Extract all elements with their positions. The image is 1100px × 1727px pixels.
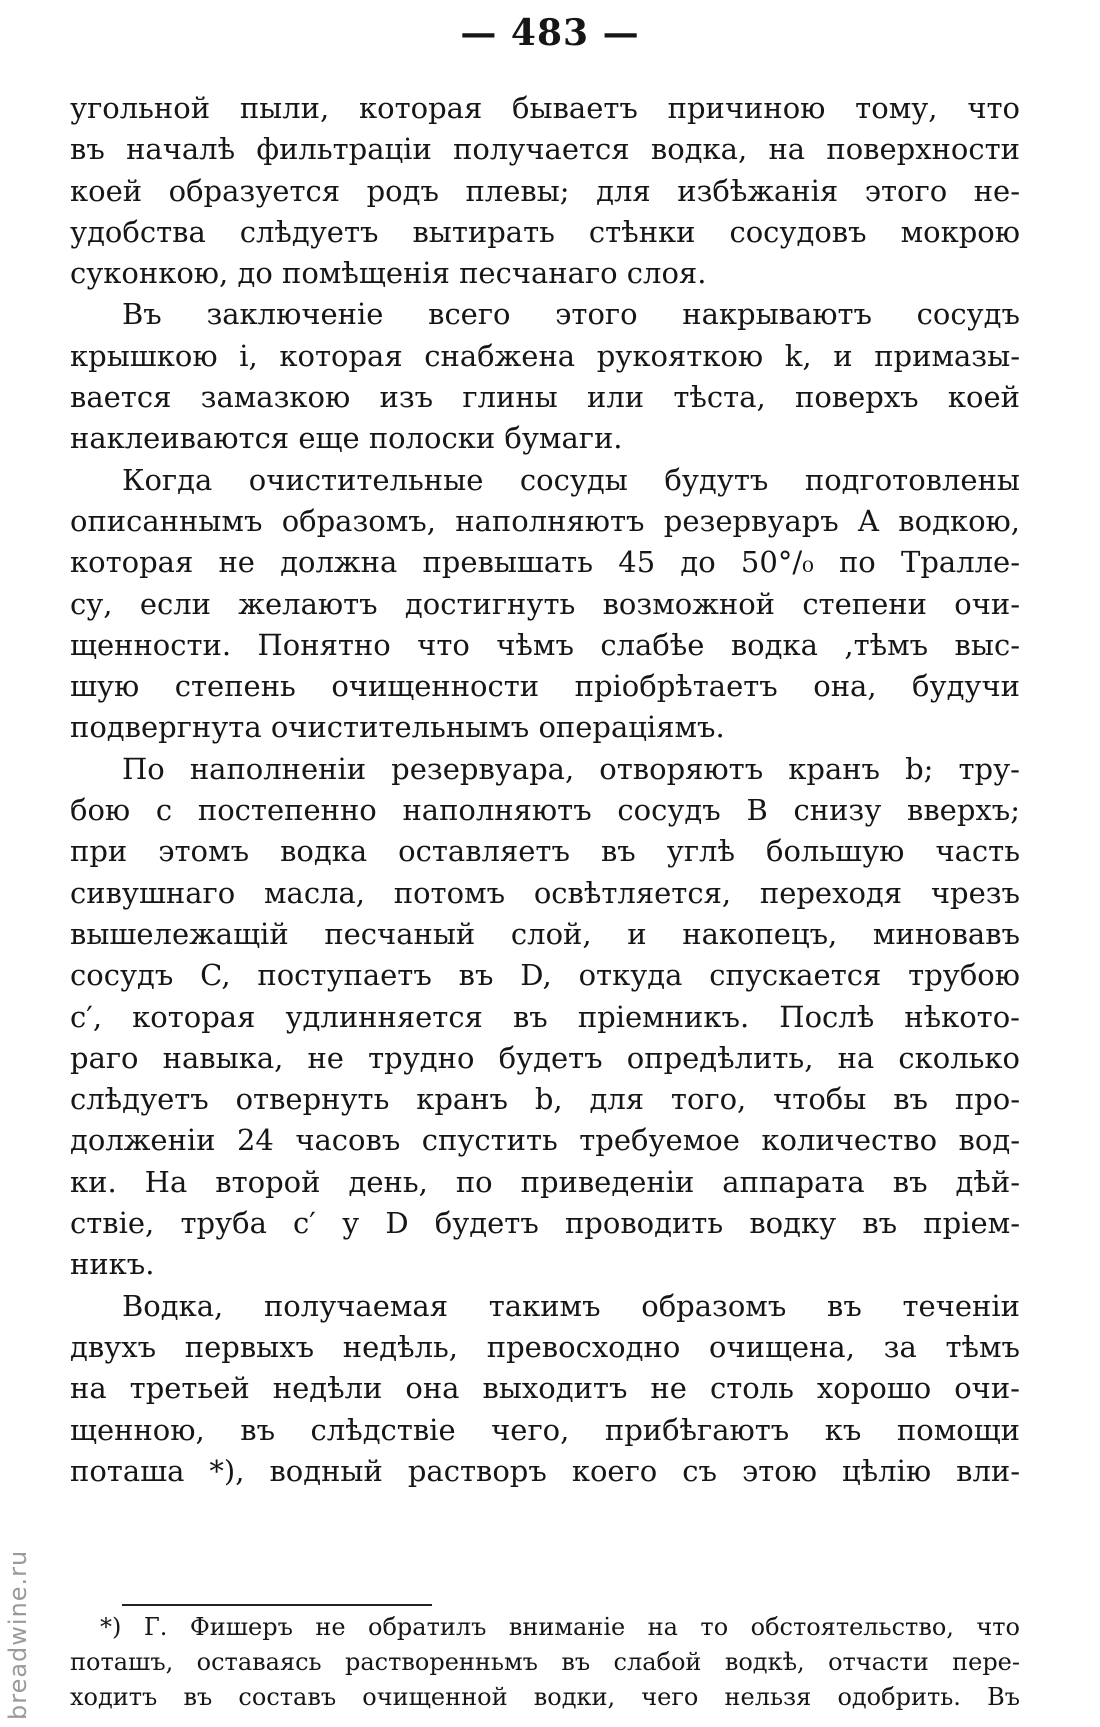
text-line: коей образуется родъ плевы; для избѣжанія этого не-: [70, 173, 1020, 208]
text-line: ствіе, труба c′ у D будетъ проводить водку въ пріем-: [70, 1206, 1020, 1241]
text-line: никъ.: [70, 1247, 155, 1282]
text-line: Въ заключеніе всего этого накрываютъ сосудъ: [122, 297, 1020, 332]
text-line: Когда очистительные сосуды будутъ подготовлены: [122, 462, 1020, 497]
text-line: вышележащій песчаный слой, и накопецъ, миновавъ: [70, 916, 1020, 951]
text-line: наклеиваются еще полоски бумаги.: [70, 421, 623, 456]
footnote-divider: [122, 1604, 432, 1606]
text-line: суконкою, до помѣщенія песчанаго слоя.: [70, 256, 707, 291]
text-line: c′, которая удлинняется въ пріемникъ. Послѣ нѣкото-: [70, 999, 1020, 1034]
text-line: ки. На второй день, по приведеніи аппарата въ дѣй-: [70, 1164, 1020, 1199]
text-line: сосудъ C, поступаетъ въ D, откуда спускается трубою: [70, 958, 1020, 993]
text-line: двухъ первыхъ недѣль, превосходно очищена, за тѣмъ: [70, 1329, 1020, 1364]
text-line: въ началѣ фильтраціи получается водка, на поверхности: [70, 132, 1020, 167]
text-line: крышкою i, которая снабжена рукояткою k, и примазы-: [70, 338, 1020, 373]
footnote-line: *) Г. Фишеръ не обратилъ вниманіе на то обстоятельство, что: [100, 1613, 1020, 1641]
text-line: описаннымъ образомъ, наполняютъ резервуаръ A водкою,: [70, 503, 1020, 538]
text-line: угольной пыли, которая бываетъ причиною тому, что: [70, 91, 1020, 125]
text-line: щенною, въ слѣдствіе чего, прибѣгаютъ къ помощи: [70, 1412, 1020, 1447]
text-line: на третьей недѣли она выходитъ не столь хорошо очи-: [70, 1371, 1020, 1406]
text-line: долженіи 24 часовъ спустить требуемое количество вод-: [70, 1123, 1020, 1158]
footnote-line: ходитъ въ составъ очищенной водки, чего нельзя одобрить. Въ: [70, 1683, 1020, 1711]
text-line: Водка, получаемая такимъ образомъ въ теченіи: [122, 1288, 1020, 1323]
text-line: щенности. Понятно что чѣмъ слабѣе водка ,тѣмъ выс-: [70, 627, 1020, 662]
text-line: шую степень очищенности пріобрѣтаетъ она, будучи: [70, 669, 1020, 704]
footnote-line: поташъ, оставаясь растворенньмъ въ слабой водкѣ, отчасти пере-: [70, 1648, 1020, 1676]
watermark: breadwine.ru: [4, 1549, 32, 1720]
text-line: бою c постепенно наполняютъ сосудъ B снизу вверхъ;: [70, 793, 1020, 828]
footnote: [70, 1610, 1020, 1715]
text-line: сивушнаго масла, потомъ освѣтляется, переходя чрезъ: [70, 875, 1020, 910]
text-line: слѣдуетъ отвернуть кранъ b, для того, чтобы въ про-: [70, 1082, 1020, 1117]
text-line: удобства слѣдуетъ вытирать стѣнки сосудовъ мокрою: [70, 214, 1020, 249]
text-line: вается замазкою изъ глины или тѣста, поверхъ коей: [70, 380, 1020, 415]
text-line: По наполненіи резервуара, отворяютъ кранъ b; тру-: [122, 751, 1020, 786]
body-text: [70, 88, 1020, 1492]
text-line: су, если желаютъ достигнуть возможной степени очи-: [70, 586, 1020, 621]
text-line: которая не должна превышать 45 до 50°/₀ по Тралле-: [70, 545, 1020, 580]
text-line: при этомъ водка оставляетъ въ углѣ большую часть: [70, 834, 1020, 869]
text-line: подвергнута очистительнымъ операціямъ.: [70, 710, 725, 745]
page-number: — 483 —: [460, 12, 640, 54]
text-line: раго навыка, не трудно будетъ опредѣлить, на сколько: [70, 1040, 1020, 1075]
text-line: поташа *), водный растворъ коего съ этою цѣлію вли-: [70, 1453, 1020, 1488]
